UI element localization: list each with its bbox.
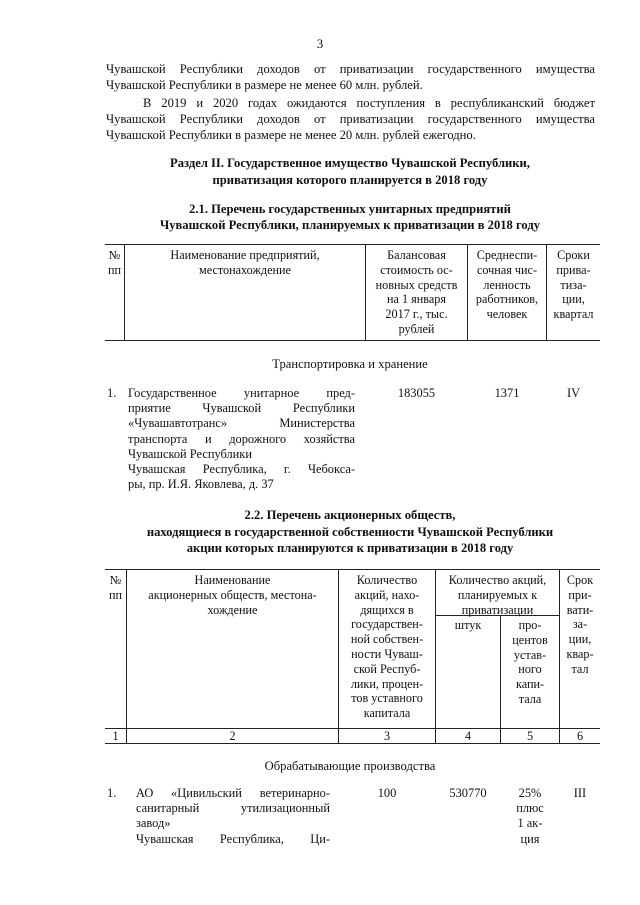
header-line: тала (518, 691, 542, 706)
header-line: хождение (207, 602, 258, 617)
header-line: пп (107, 262, 122, 277)
section-title-line: приватизация которого планируется в 2018 году (212, 173, 488, 187)
row-state-share: 100 (377, 786, 397, 800)
header-line: Среднеспи- (476, 248, 538, 262)
col-header-num (105, 573, 126, 603)
header-line: человек (486, 307, 528, 322)
row-num: 1. (107, 786, 117, 800)
header-line: Сроки (557, 248, 590, 262)
col-number: 4 (464, 729, 472, 743)
header-line: новных средств (375, 277, 458, 292)
header-line: акционерных обществ, местона- (148, 587, 317, 602)
row-balance: 183055 (397, 386, 436, 400)
header-line: про- (518, 618, 542, 632)
header-line: Наименование предприятий, (170, 248, 320, 262)
col-header-pieces (436, 618, 500, 633)
row-name (128, 386, 355, 492)
intro-line: Чувашской Республики доходов от приватизации государственного имущества (106, 112, 595, 126)
intro-line: Чувашской Республики в размере не менее 20 млн. рублей ежегодно. (106, 128, 476, 142)
col-header-num (105, 248, 124, 278)
header-line: дящихся в (360, 602, 414, 617)
table-border (105, 340, 600, 341)
header-line: Количество (356, 573, 418, 587)
percent-line: 25% (518, 786, 542, 800)
row-pieces: 530770 (449, 786, 487, 800)
page-number: 3 (316, 36, 324, 51)
name-line: АО «Цивильский ветеринарно- (136, 786, 330, 800)
header-line: капитала (363, 706, 411, 721)
col-header-percent (501, 618, 559, 707)
header-line: квартал (553, 307, 594, 322)
header-line: государствен- (351, 617, 423, 632)
header-line: № (109, 573, 122, 587)
name-line: Чувашская Республика, Ци- (136, 831, 330, 846)
header-line: Наименование (194, 573, 271, 587)
header-line: устав- (513, 647, 547, 662)
name-line: Чувашская Республика, г. Чебокса- (128, 462, 355, 477)
header-line: квар- (566, 646, 594, 661)
percent-line: плюс (516, 801, 544, 816)
subsection-title-line: акции которых планируются к приватизации в 2018 году (186, 541, 514, 555)
header-line: ции, (568, 632, 592, 647)
col-header-name (127, 573, 338, 617)
name-line: транспорта и дорожного хозяйства (128, 431, 355, 446)
col-header-term (547, 248, 600, 322)
table-border (105, 569, 600, 570)
subsection-title-line: Чувашской Республики, планируемых к приватизации в 2018 году (159, 218, 541, 232)
name-line: Государственное унитарное пред- (128, 386, 355, 400)
header-line: тов уставного (351, 691, 423, 706)
row-num: 1. (107, 386, 117, 400)
header-line: планируемых к (457, 587, 538, 602)
section-title-line: Раздел II. Государственное имущество Чувашской Республики, (170, 156, 530, 170)
header-line: рублей (398, 321, 435, 336)
header-line: Срок (566, 573, 594, 587)
header-line: капи- (515, 677, 545, 692)
header-line: при- (568, 587, 592, 602)
header-line: на 1 января (387, 292, 446, 307)
col-header-state-share (339, 573, 435, 721)
row-name (136, 786, 330, 847)
header-line: местонахождение (199, 262, 291, 277)
header-line: 2017 г., тыс. (385, 307, 448, 322)
header-line: Количество акций, (448, 573, 547, 587)
col-header-balance (366, 248, 467, 337)
header-line: № (108, 248, 121, 262)
category-label: Транспортировка и хранение (272, 357, 428, 371)
header-line: акций, нахо- (354, 587, 420, 602)
header-line: штук (454, 618, 482, 632)
name-line: санитарный утилизационный (136, 801, 330, 816)
header-line: пп (108, 587, 123, 602)
header-line: сочная чис- (476, 262, 538, 277)
header-line: тал (571, 661, 589, 676)
col-header-name (125, 248, 365, 278)
col-header-priv-group (436, 573, 559, 617)
category-label: Обрабатывающие производства (264, 759, 436, 773)
header-line: лики, процен- (350, 676, 424, 691)
header-line: за- (572, 617, 588, 632)
name-line: Чувашской Республики (128, 446, 252, 461)
row-term: III (573, 786, 587, 800)
row-staff: 1371 (494, 386, 520, 400)
header-line: работников, (475, 292, 539, 307)
intro-line: В 2019 и 2020 годах ожидаются поступления в республиканский бюджет (143, 96, 595, 110)
name-line: ры, пр. И.Я. Яковлева, д. 37 (128, 477, 274, 492)
header-line: ности Чуваш- (351, 646, 423, 661)
header-line: ного (518, 662, 542, 677)
header-line: тиза- (560, 277, 587, 292)
percent-line: ция (520, 831, 540, 846)
col-header-term (560, 573, 600, 677)
col-number: 6 (576, 729, 584, 743)
header-line: прива- (556, 262, 591, 277)
col-number: 5 (526, 729, 534, 743)
name-line: завод» (136, 816, 171, 831)
header-line: приватизации (461, 602, 534, 617)
header-line: ной собствен- (350, 632, 424, 647)
header-line: ской Респуб- (353, 661, 421, 676)
header-line: Балансовая (387, 248, 446, 262)
table-border (105, 244, 600, 245)
subsection-title-line: 2.2. Перечень акционерных обществ, (244, 508, 456, 522)
row-term: IV (566, 386, 581, 400)
name-line: «Чувашавтотранс» Министерства (128, 416, 355, 431)
percent-line: 1 ак- (517, 816, 543, 831)
name-line: приятие Чувашской Республики (128, 401, 355, 416)
header-line: центов (512, 632, 548, 647)
header-line: вати- (566, 602, 594, 617)
intro-line: Чувашской Республики в размере не менее 60 млн. рублей. (106, 78, 423, 92)
col-number: 3 (383, 729, 391, 743)
row-percent (501, 786, 559, 847)
header-line: ции, (562, 292, 585, 307)
header-line: стоимость ос- (380, 262, 453, 277)
col-header-staff (468, 248, 546, 322)
subsection-title-line: 2.1. Перечень государственных унитарных предприятий (189, 202, 511, 216)
intro-line: Чувашской Республики доходов от приватизации государственного имущества (106, 62, 595, 76)
col-number: 2 (229, 729, 236, 743)
col-number: 1 (112, 729, 119, 743)
subsection-title-line: находящиеся в государственной собственности Чувашской Республики (146, 525, 554, 539)
header-line: ленность (483, 277, 531, 292)
